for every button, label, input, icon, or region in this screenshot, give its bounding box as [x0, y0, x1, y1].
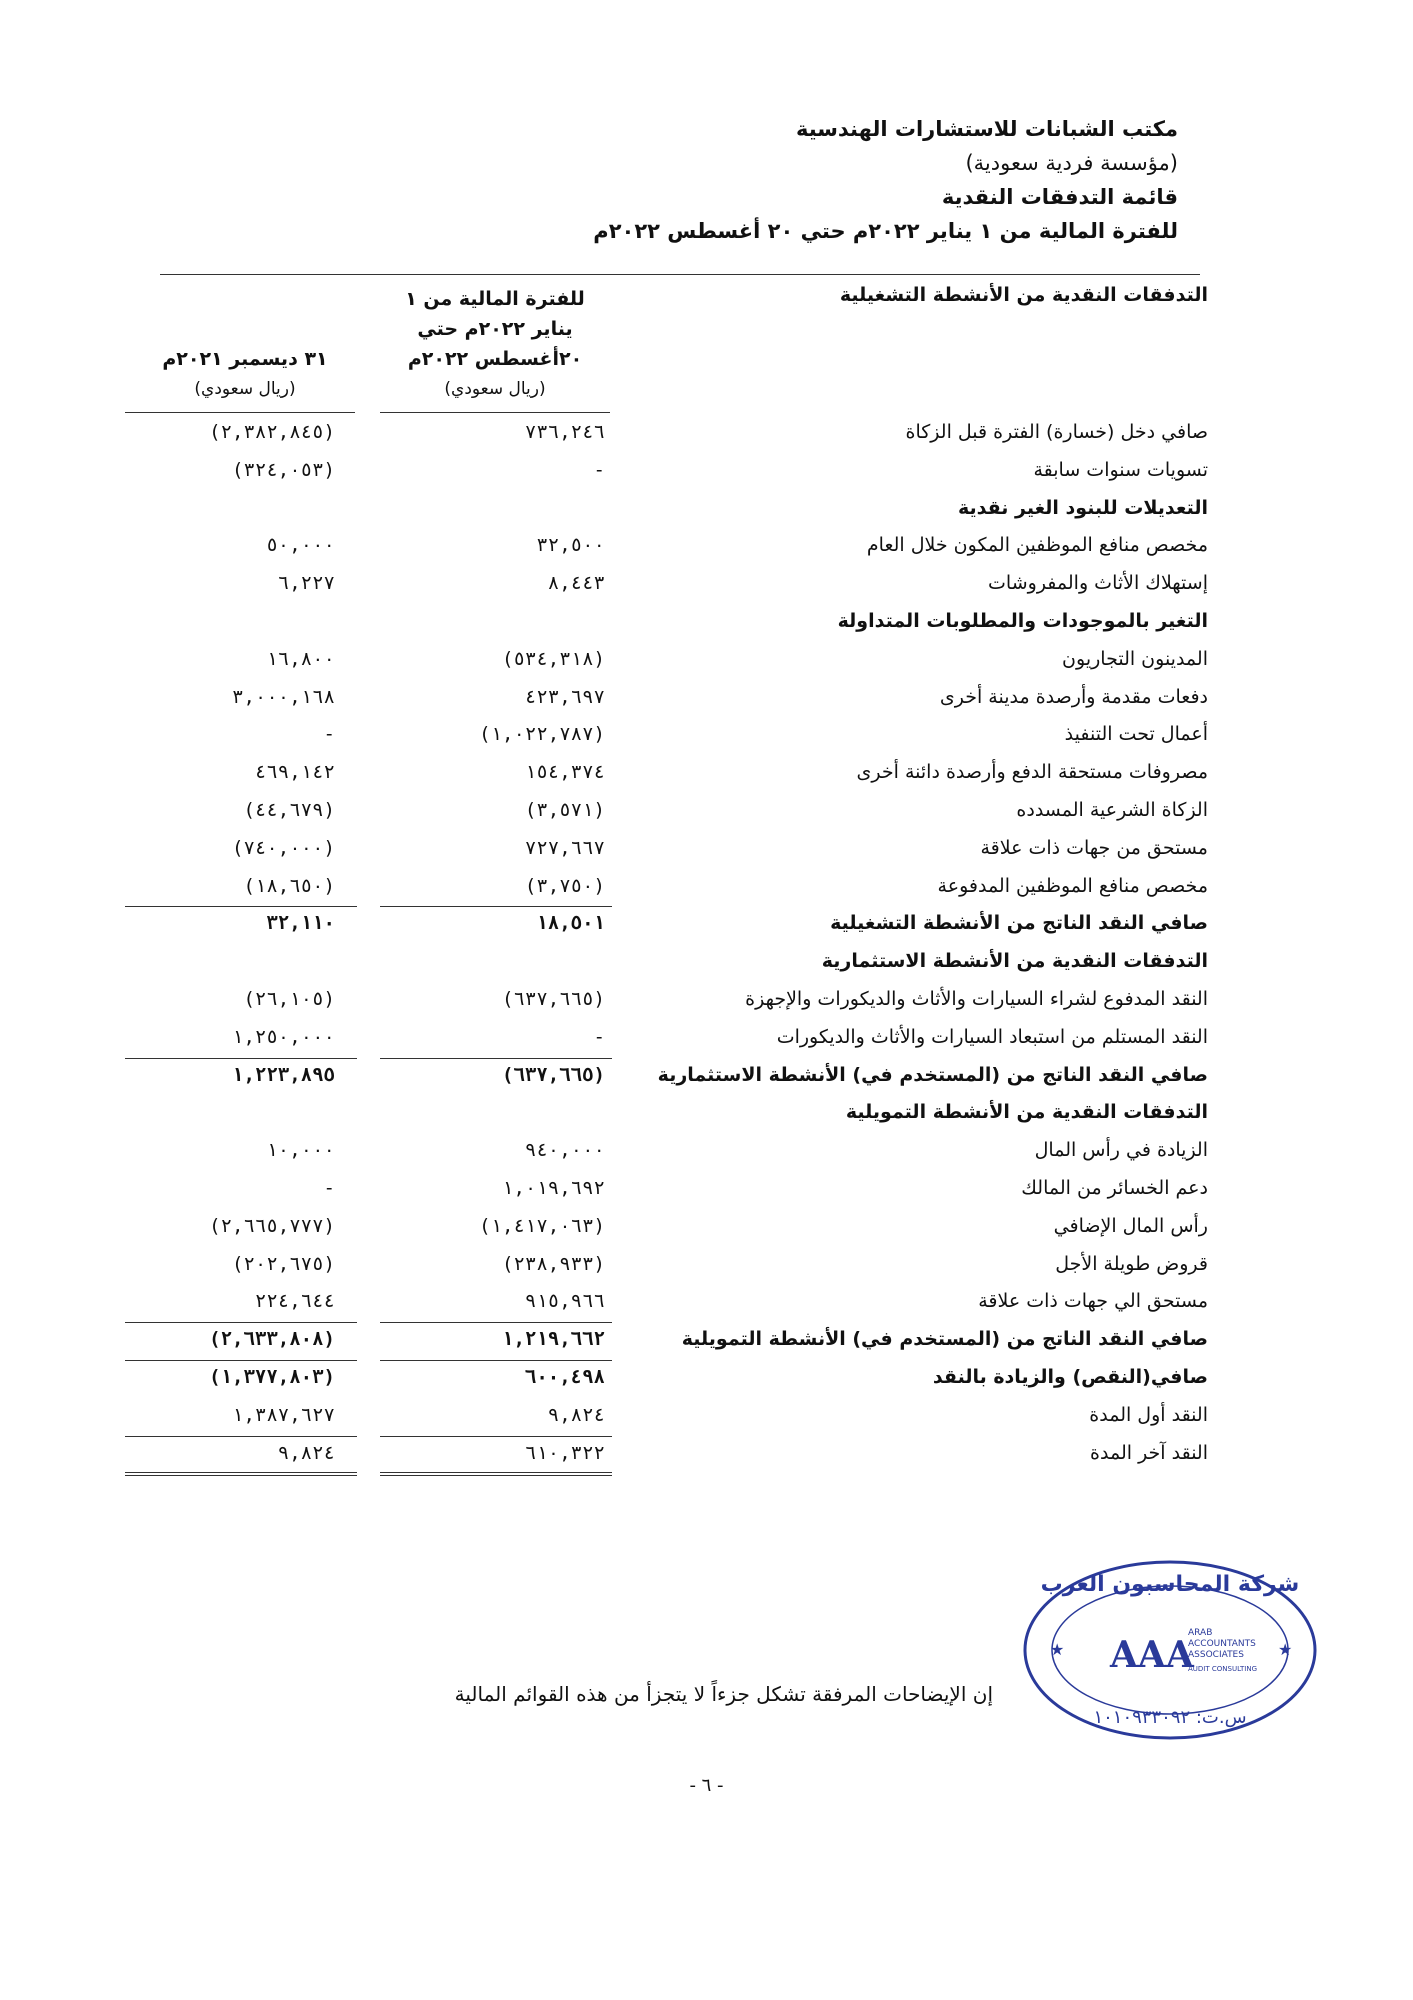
row-value-current: ٧٢٧,٦٦٧: [524, 836, 605, 859]
section-heading: التدفقات النقدية من الأنشطة التمويلية: [845, 1101, 1208, 1124]
row-value-prior: (٤٤,٦٧٩): [243, 798, 335, 821]
column-header-prior-unit: (ريال سعودي): [194, 379, 296, 399]
stamp-english-line2: ACCOUNTANTS: [1188, 1639, 1256, 1649]
section-heading: التدفقات النقدية من الأنشطة الاستثمارية: [821, 950, 1208, 973]
row-value-current: (١,٤١٧,٠٦٣): [479, 1214, 605, 1237]
row-label: صافي دخل (خسارة) الفترة قبل الزكاة: [905, 421, 1208, 443]
column-header-current-line2: يناير ٢٠٢٢م حتي: [417, 318, 573, 340]
stamp-star-left-icon: ★: [1050, 1640, 1065, 1659]
row-value-current: (٣,٥٧١): [524, 798, 605, 821]
document-header: [278, 112, 1178, 248]
row-value-current: ٦١٠,٣٢٢: [524, 1441, 605, 1464]
header-divider: [160, 274, 1200, 275]
row-value-prior: ٤٦٩,١٤٢: [254, 761, 335, 784]
row-label: صافي النقد الناتج من (المستخدم في) الأنشطة الاستثمارية: [657, 1063, 1208, 1086]
column-header-current-line3: ٢٠أغسطس ٢٠٢٢م: [407, 348, 583, 370]
row-value-current: ١٨,٥٠١: [536, 912, 605, 935]
column-header-prior: [125, 344, 365, 404]
row-value-current: (٦٣٧,٦٦٥): [502, 987, 605, 1010]
table-row: [0, 1398, 1413, 1436]
row-value-prior: (٧٤٠,٠٠٠): [232, 836, 335, 859]
row-label: مخصص منافع الموظفين المدفوعة: [937, 874, 1208, 897]
row-value-prior: ١,٢٥٠,٠٠٠: [232, 1025, 335, 1048]
table-row: [0, 793, 1413, 831]
row-value-prior: -: [323, 723, 335, 746]
table-row: [0, 1133, 1413, 1171]
final-double-rule: [125, 1472, 357, 1476]
table-row: [0, 566, 1413, 604]
row-label: قروض طويلة الأجل: [1055, 1252, 1208, 1275]
table-row: [0, 1020, 1413, 1058]
subtotal-rule: [125, 906, 357, 907]
row-value-prior: (٢,٦٦٥,٧٧٧): [209, 1214, 335, 1237]
table-row: [0, 755, 1413, 793]
row-label: مستحق من جهات ذات علاقة: [980, 836, 1208, 859]
subtotal-rule: [380, 1058, 612, 1059]
table-row: [0, 1436, 1413, 1474]
stamp-arabic-name: شركة المحاسبون العرب: [1040, 1572, 1300, 1597]
row-value-current: ٤٢٣,٦٩٧: [524, 685, 605, 708]
row-value-prior: ٣٢,١١٠: [266, 912, 335, 935]
footer-note: إن الإيضاحات المرفقة تشكل جزءاً لا يتجزأ من هذه القوائم المالية: [454, 1682, 993, 1706]
row-value-current: (٢٣٨,٩٣٣): [502, 1252, 605, 1275]
row-value-current: -: [593, 458, 605, 481]
table-row: [0, 944, 1413, 982]
row-value-current: (٦٣٧,٦٦٥): [502, 1063, 605, 1086]
table-row: [0, 869, 1413, 907]
row-value-prior: ٣,٠٠٠,١٦٨: [232, 685, 335, 708]
row-value-current: ٩٤٠,٠٠٠: [524, 1139, 605, 1162]
row-value-current: ٩١٥,٩٦٦: [524, 1290, 605, 1313]
row-value-current: (١,٠٢٢,٧٨٧): [479, 723, 605, 746]
row-value-prior: ٦,٢٢٧: [277, 572, 335, 595]
row-label: أعمال تحت التنفيذ: [1064, 723, 1208, 746]
final-double-rule: [380, 1472, 612, 1476]
subtotal-rule: [125, 1360, 357, 1361]
row-value-prior: ١٦,٨٠٠: [266, 647, 335, 670]
stamp-english-line4: AUDIT CONSULTING: [1188, 1665, 1258, 1673]
table-row: [0, 1209, 1413, 1247]
row-value-prior: (١,٣٧٧,٨٠٣): [209, 1365, 335, 1388]
row-value-prior: (٣٢٤,٠٥٣): [232, 458, 335, 481]
row-value-prior: ١,٣٨٧,٦٢٧: [232, 1403, 335, 1426]
row-value-current: ٨,٤٤٣: [547, 572, 605, 595]
row-value-prior: (٢,٦٣٣,٨٠٨): [209, 1328, 335, 1351]
subtotal-rule: [125, 1058, 357, 1059]
row-label: رأس المال الإضافي: [1053, 1214, 1208, 1237]
row-value-prior: ١٠,٠٠٠: [266, 1139, 335, 1162]
stamp-english-line3: ASSOCIATES: [1188, 1650, 1244, 1660]
row-value-current: -: [593, 1025, 605, 1048]
subtotal-rule: [380, 906, 612, 907]
row-label: النقد أول المدة: [1089, 1403, 1208, 1426]
section-heading: التعديلات للبنود الغير نقدية: [957, 496, 1208, 519]
row-value-current: ٧٣٦,٢٤٦: [524, 421, 605, 443]
row-value-prior: (١٨,٦٥٠): [243, 874, 335, 897]
stamp-english-line1: ARAB: [1188, 1628, 1213, 1638]
cash-flow-table: [0, 415, 1413, 1473]
row-value-current: ١,٠١٩,٦٩٢: [502, 1176, 605, 1199]
statement-title: قائمة التدفقات النقدية: [941, 185, 1178, 209]
row-label: النقد المستلم من استبعاد السيارات والأثاث والديكورات: [776, 1025, 1208, 1048]
column-header-prior-line1: ٣١ ديسمبر ٢٠٢١م: [162, 348, 328, 370]
table-row: [0, 491, 1413, 529]
stamp-star-right-icon: ★: [1278, 1640, 1293, 1659]
row-label: صافي النقد الناتج من الأنشطة التشغيلية: [830, 912, 1208, 935]
table-row: [0, 642, 1413, 680]
stamp-reg-number: س.ت: ١٠١٠٩٣٣٠٩٢: [1093, 1707, 1247, 1728]
row-value-prior: ٢٢٤,٦٤٤: [254, 1290, 335, 1313]
row-label: تسويات سنوات سابقة: [1033, 458, 1208, 481]
row-label: الزكاة الشرعية المسدده: [1016, 798, 1208, 821]
table-row: [0, 906, 1413, 944]
row-value-current: (٥٣٤,٣١٨): [502, 647, 605, 670]
table-row: [0, 1058, 1413, 1096]
column-underline-current: [380, 412, 610, 413]
row-value-prior: ٥٠,٠٠٠: [266, 534, 335, 557]
operating-section-title: التدفقات النقدية من الأنشطة التشغيلية: [839, 284, 1208, 306]
row-value-prior: ١,٢٢٣,٨٩٥: [232, 1063, 335, 1086]
row-label: دعم الخسائر من المالك: [1021, 1176, 1208, 1199]
subtotal-rule: [125, 1436, 357, 1437]
row-value-current: ٣٢,٥٠٠: [536, 534, 605, 557]
row-label: مستحق الي جهات ذات علاقة: [978, 1290, 1208, 1313]
entity-type: (مؤسسة فردية سعودية): [965, 151, 1178, 175]
row-label: صافي(النقص) والزيادة بالنقد: [932, 1365, 1208, 1388]
row-value-current: ١,٢١٩,٦٦٢: [502, 1328, 605, 1351]
stamp-logo-letters: AAA: [1110, 1634, 1194, 1676]
row-label: الزيادة في رأس المال: [1034, 1139, 1208, 1162]
table-row: [0, 415, 1413, 453]
row-value-prior: (٢٦,١٠٥): [243, 987, 335, 1010]
row-value-prior: (٢,٣٨٢,٨٤٥): [209, 421, 335, 443]
subtotal-rule: [380, 1360, 612, 1361]
row-label: مخصص منافع الموظفين المكون خلال العام: [866, 534, 1208, 557]
subtotal-rule: [125, 1322, 357, 1323]
row-label: دفعات مقدمة وأرصدة مدينة أخرى: [939, 685, 1208, 708]
row-value-current: ٦٠٠,٤٩٨: [524, 1365, 605, 1388]
table-row: [0, 982, 1413, 1020]
company-stamp: [1020, 1555, 1320, 1745]
column-underline-prior: [125, 412, 355, 413]
subtotal-rule: [380, 1322, 612, 1323]
table-row: [0, 604, 1413, 642]
column-header-current-line1: للفترة المالية من ١: [405, 288, 585, 310]
row-label: مصروفات مستحقة الدفع وأرصدة دائنة أخرى: [856, 761, 1208, 784]
table-row: [0, 1247, 1413, 1285]
table-row: [0, 831, 1413, 869]
row-value-current: ٩,٨٢٤: [547, 1403, 605, 1426]
row-label: المدينون التجاريون: [1062, 647, 1208, 670]
row-value-prior: ٩,٨٢٤: [277, 1441, 335, 1464]
company-name: مكتب الشبانات للاستشارات الهندسية: [795, 117, 1178, 141]
table-row: [0, 1171, 1413, 1209]
table-row: [0, 717, 1413, 755]
column-header-current: [370, 284, 620, 404]
row-value-prior: -: [323, 1176, 335, 1199]
statement-period: للفترة المالية من ١ يناير ٢٠٢٢م حتي ٢٠ أغسطس ٢٠٢٢م: [593, 219, 1178, 243]
table-row: [0, 1360, 1413, 1398]
row-value-current: ١٥٤,٣٧٤: [524, 761, 605, 784]
table-row: [0, 1322, 1413, 1360]
column-header-current-unit: (ريال سعودي): [444, 379, 546, 399]
table-row: [0, 1284, 1413, 1322]
row-label: صافي النقد الناتج من (المستخدم في) الأنشطة التمويلية: [681, 1328, 1208, 1351]
table-row: [0, 453, 1413, 491]
section-heading: التغير بالموجودات والمطلوبات المتداولة: [837, 609, 1208, 632]
subtotal-rule: [380, 1436, 612, 1437]
table-row: [0, 680, 1413, 718]
row-value-prior: (٢٠٢,٦٧٥): [232, 1252, 335, 1275]
row-label: إستهلاك الأثاث والمفروشات: [988, 572, 1208, 595]
row-label: النقد المدفوع لشراء السيارات والأثاث والديكورات والإجهزة: [745, 987, 1208, 1010]
table-row: [0, 1095, 1413, 1133]
row-value-current: (٣,٧٥٠): [524, 874, 605, 897]
page-number: - ٦ -: [689, 1775, 724, 1796]
row-label: النقد آخر المدة: [1090, 1441, 1208, 1464]
table-row: [0, 528, 1413, 566]
